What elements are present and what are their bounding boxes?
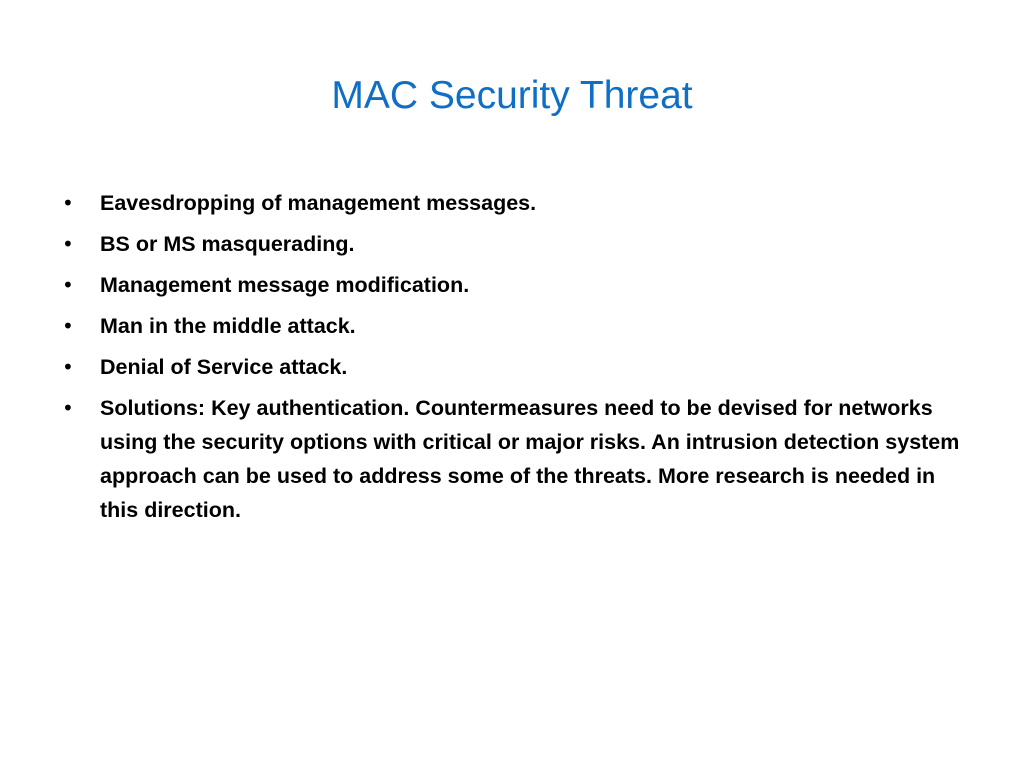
bullet-list bbox=[62, 186, 962, 534]
slide-title: MAC Security Threat bbox=[331, 74, 693, 117]
bullet-item-masquerading bbox=[62, 227, 962, 261]
bullet-text: Denial of Service attack. bbox=[100, 355, 348, 379]
bullet-point-icon: • bbox=[62, 396, 74, 420]
bullet-text: Management message modification. bbox=[100, 273, 470, 297]
bullet-item-solutions bbox=[62, 391, 962, 527]
bullet-point-icon: • bbox=[62, 191, 74, 215]
bullet-text: BS or MS masquerading. bbox=[100, 232, 355, 256]
bullet-point-icon: • bbox=[62, 314, 74, 338]
bullet-text: Eavesdropping of management messages. bbox=[100, 191, 537, 215]
bullet-text: Solutions: Key authentication. Countermeasures need to be devised for networks using the security options with critical or major risks. An intrusion detection system approach can be used to address some of the threats. More research is needed in this direction. bbox=[100, 396, 960, 522]
bullet-text: Man in the middle attack. bbox=[100, 314, 356, 338]
bullet-point-icon: • bbox=[62, 273, 74, 297]
bullet-item-man-in-the-middle bbox=[62, 309, 962, 343]
bullet-item-modification bbox=[62, 268, 962, 302]
bullet-point-icon: • bbox=[62, 355, 74, 379]
bullet-item-denial-of-service bbox=[62, 350, 962, 384]
bullet-item-eavesdropping bbox=[62, 186, 962, 220]
bullet-point-icon: • bbox=[62, 232, 74, 256]
